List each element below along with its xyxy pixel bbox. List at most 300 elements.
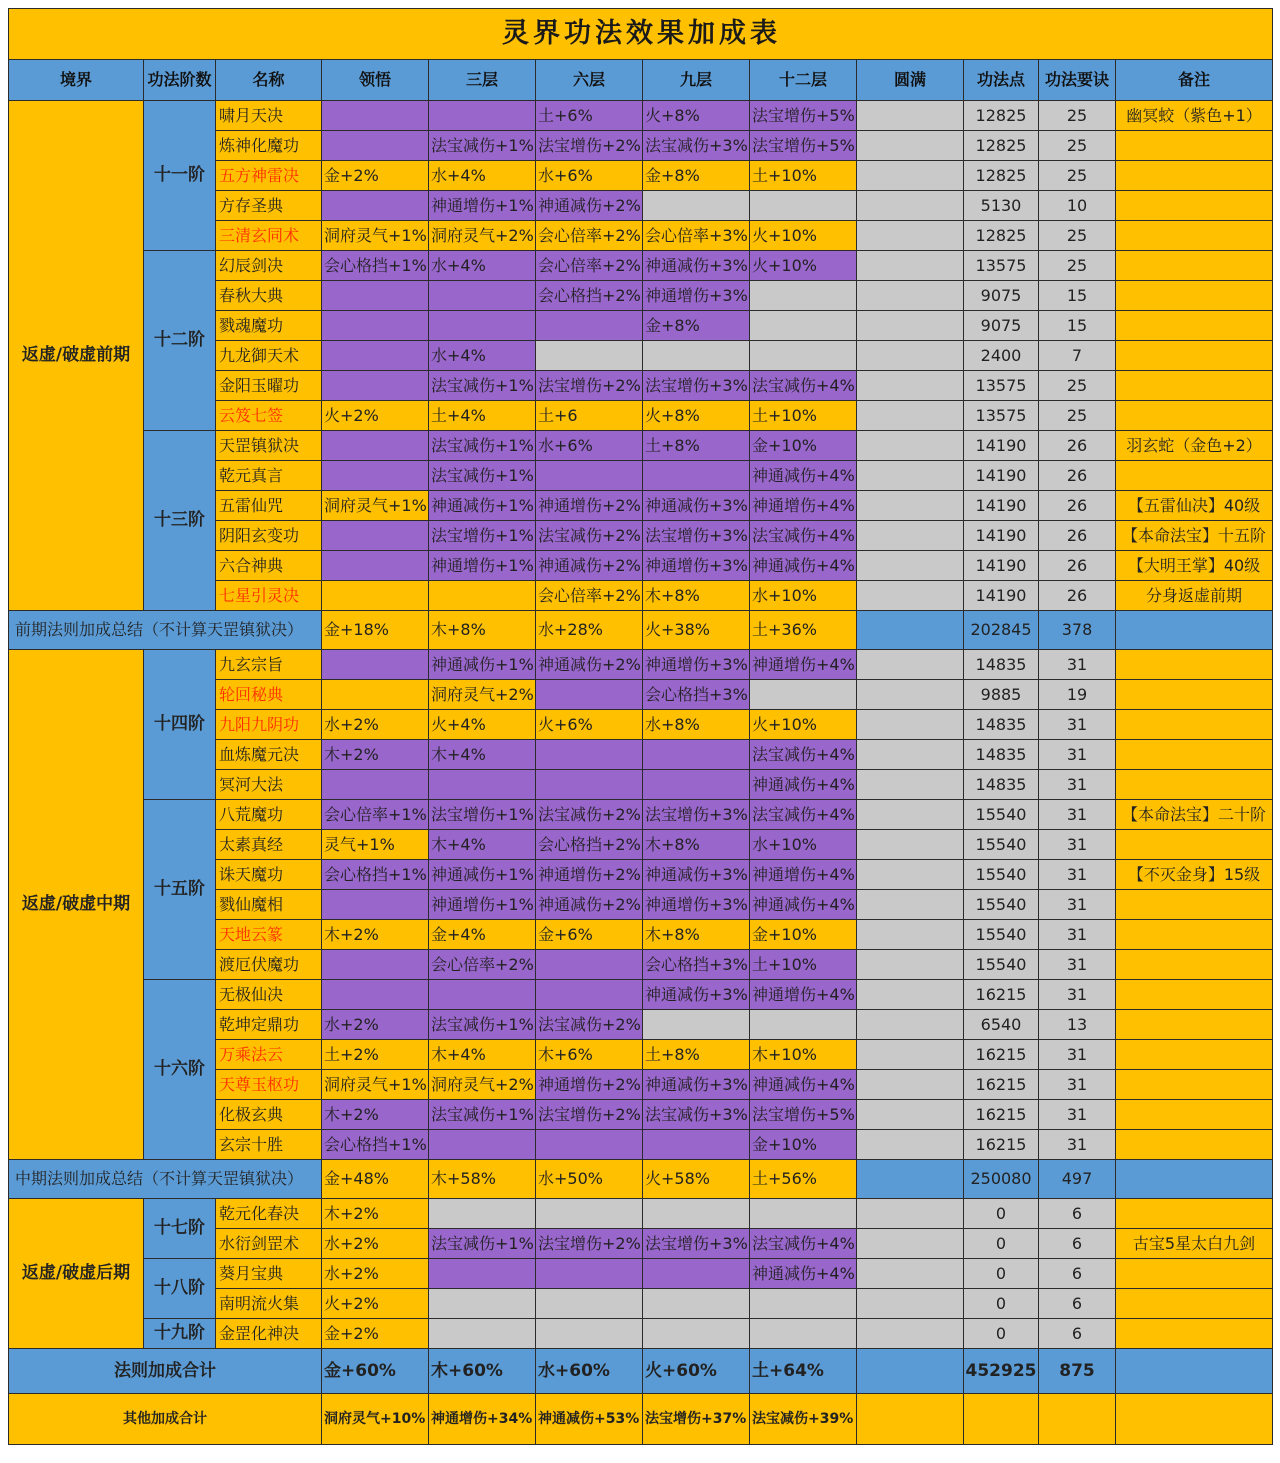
header-cell: 备注: [1116, 60, 1273, 101]
table-row: [9, 650, 1273, 680]
bonus-cell: 金+10%: [750, 431, 857, 461]
bonus-cell: [857, 890, 964, 920]
bonus-cell: 木+2%: [322, 1199, 429, 1229]
bonus-cell: 会心倍率+2%: [536, 221, 643, 251]
bonus-cell: 神通减伤+4%: [750, 890, 857, 920]
bonus-cell: 火+2%: [322, 1289, 429, 1319]
bonus-cell: 神通减伤+2%: [536, 650, 643, 680]
total-label: 法则加成合计: [9, 1349, 322, 1394]
bonus-cell: 土+6%: [536, 101, 643, 131]
technique-name: 啸月天决: [216, 101, 322, 131]
note-cell: 羽玄蛇（金色+2）: [1116, 431, 1273, 461]
note-cell: [1116, 461, 1273, 491]
keys-cell: 26: [1039, 461, 1116, 491]
bonus-cell: [322, 101, 429, 131]
keys-cell: 31: [1039, 890, 1116, 920]
bonus-cell: 水+10%: [750, 581, 857, 611]
summary-row: [9, 611, 1273, 650]
summary-value: 土+36%: [750, 611, 857, 650]
summary-label: 前期法则加成总结（不计算天罡镇狱决）: [9, 611, 322, 650]
note-cell: 【不灭金身】15级: [1116, 860, 1273, 890]
bonus-cell: [322, 131, 429, 161]
table-row: [9, 800, 1273, 830]
technique-name: 金罡化神决: [216, 1319, 322, 1349]
bonus-cell: 金+4%: [429, 920, 536, 950]
table-row: [9, 980, 1273, 1010]
summary-value: 金+18%: [322, 611, 429, 650]
technique-name: 化极玄典: [216, 1100, 322, 1130]
bonus-cell: [750, 1289, 857, 1319]
points-cell: 2400: [964, 341, 1039, 371]
bonus-cell: [857, 980, 964, 1010]
bonus-cell: [857, 830, 964, 860]
technique-name: 乾坤定鼎功: [216, 1010, 322, 1040]
header-cell: 功法阶数: [144, 60, 216, 101]
note-cell: [1116, 950, 1273, 980]
bonus-cell: [536, 770, 643, 800]
bonus-cell: [643, 1010, 750, 1040]
keys-cell: 31: [1039, 1100, 1116, 1130]
bonus-cell: 法宝增伤+3%: [643, 1229, 750, 1259]
keys-cell: 31: [1039, 950, 1116, 980]
points-cell: 13575: [964, 401, 1039, 431]
bonus-cell: 法宝增伤+1%: [429, 800, 536, 830]
bonus-cell: [322, 551, 429, 581]
keys-cell: 25: [1039, 131, 1116, 161]
bonus-cell: 神通减伤+4%: [750, 770, 857, 800]
bonus-cell: 金+10%: [750, 920, 857, 950]
bonus-cell: 土+10%: [750, 950, 857, 980]
note-cell: [1116, 890, 1273, 920]
header-cell: 圆满: [857, 60, 964, 101]
realm-cell: 返虚/破虚中期: [9, 650, 144, 1160]
bonus-cell: 会心格挡+1%: [322, 251, 429, 281]
bonus-cell: 土+2%: [322, 1040, 429, 1070]
summary-note: [1116, 1160, 1273, 1199]
bonus-cell: 神通减伤+3%: [643, 491, 750, 521]
points-cell: 14190: [964, 431, 1039, 461]
other-label: 其他加成合计: [9, 1394, 322, 1445]
bonus-cell: 神通增伤+1%: [429, 551, 536, 581]
bonus-cell: 土+10%: [750, 401, 857, 431]
keys-cell: 7: [1039, 341, 1116, 371]
bonus-cell: 火+8%: [643, 101, 750, 131]
technique-name: 天罡镇狱决: [216, 431, 322, 461]
keys-cell: 26: [1039, 521, 1116, 551]
note-cell: 【本命法宝】二十阶: [1116, 800, 1273, 830]
bonus-cell: [536, 461, 643, 491]
bonus-cell: [429, 311, 536, 341]
bonus-cell: [322, 461, 429, 491]
technique-name: 太素真经: [216, 830, 322, 860]
bonus-cell: 木+6%: [536, 1040, 643, 1070]
note-cell: [1116, 740, 1273, 770]
bonus-cell: [750, 311, 857, 341]
bonus-cell: 法宝减伤+1%: [429, 131, 536, 161]
other-empty: [1116, 1394, 1273, 1445]
technique-name: 方存圣典: [216, 191, 322, 221]
keys-cell: 31: [1039, 650, 1116, 680]
bonus-cell: 法宝减伤+2%: [536, 800, 643, 830]
bonus-cell: 神通减伤+2%: [536, 551, 643, 581]
bonus-cell: [643, 461, 750, 491]
total-note: [1116, 1349, 1273, 1394]
bonus-cell: 神通增伤+1%: [429, 191, 536, 221]
total-value: 金+60%: [322, 1349, 429, 1394]
bonus-cell: [536, 950, 643, 980]
bonus-cell: 会心格挡+3%: [643, 950, 750, 980]
page-title: 灵界功法效果加成表: [9, 9, 1273, 60]
technique-name: 八荒魔功: [216, 800, 322, 830]
bonus-cell: 会心倍率+2%: [536, 251, 643, 281]
note-cell: [1116, 770, 1273, 800]
keys-cell: 31: [1039, 710, 1116, 740]
bonus-cell: 法宝减伤+4%: [750, 740, 857, 770]
summary-value: 土+56%: [750, 1160, 857, 1199]
bonus-cell: [643, 341, 750, 371]
bonus-cell: 法宝减伤+3%: [643, 1100, 750, 1130]
summary-value: 木+58%: [429, 1160, 536, 1199]
bonus-cell: 木+4%: [429, 740, 536, 770]
summary-value: 火+58%: [643, 1160, 750, 1199]
bonus-cell: 会心倍率+2%: [429, 950, 536, 980]
bonus-cell: [857, 401, 964, 431]
header-cell: 领悟: [322, 60, 429, 101]
note-cell: [1116, 1010, 1273, 1040]
points-cell: 14190: [964, 521, 1039, 551]
bonus-cell: [750, 1010, 857, 1040]
note-cell: [1116, 710, 1273, 740]
note-cell: [1116, 371, 1273, 401]
bonus-cell: 神通增伤+3%: [643, 890, 750, 920]
note-cell: 分身返虚前期: [1116, 581, 1273, 611]
bonus-cell: 金+8%: [643, 161, 750, 191]
bonus-cell: 法宝增伤+5%: [750, 101, 857, 131]
header-cell: 九层: [643, 60, 750, 101]
note-cell: [1116, 920, 1273, 950]
technique-name: 戮仙魔相: [216, 890, 322, 920]
technique-name: 渡厄伏魔功: [216, 950, 322, 980]
points-cell: 0: [964, 1319, 1039, 1349]
bonus-cell: 水+6%: [536, 161, 643, 191]
bonus-cell: 金+8%: [643, 311, 750, 341]
technique-bonus-table: [8, 8, 1273, 1445]
total-row: [9, 1349, 1273, 1394]
realm-cell: 返虚/破虚后期: [9, 1199, 144, 1349]
bonus-cell: 神通增伤+1%: [429, 890, 536, 920]
bonus-cell: 法宝增伤+1%: [429, 521, 536, 551]
bonus-cell: [857, 1010, 964, 1040]
bonus-cell: 神通增伤+2%: [536, 860, 643, 890]
note-cell: [1116, 251, 1273, 281]
note-cell: 【大明王掌】40级: [1116, 551, 1273, 581]
summary-empty: [857, 1160, 964, 1199]
points-cell: 14190: [964, 551, 1039, 581]
bonus-cell: [857, 740, 964, 770]
bonus-cell: [857, 581, 964, 611]
points-cell: 15540: [964, 890, 1039, 920]
tier-cell: 十七阶: [144, 1199, 216, 1259]
keys-cell: 31: [1039, 1040, 1116, 1070]
points-cell: 16215: [964, 980, 1039, 1010]
bonus-cell: 水+2%: [322, 1010, 429, 1040]
keys-cell: 31: [1039, 830, 1116, 860]
keys-cell: 26: [1039, 551, 1116, 581]
bonus-cell: 水+6%: [536, 431, 643, 461]
bonus-cell: 法宝减伤+1%: [429, 431, 536, 461]
total-points: 452925: [964, 1349, 1039, 1394]
points-cell: 16215: [964, 1100, 1039, 1130]
technique-name: 云笈七签: [216, 401, 322, 431]
summary-empty: [857, 611, 964, 650]
bonus-cell: 法宝增伤+2%: [536, 1229, 643, 1259]
bonus-cell: 会心倍率+1%: [322, 800, 429, 830]
bonus-cell: 火+2%: [322, 401, 429, 431]
bonus-cell: [857, 101, 964, 131]
bonus-cell: [857, 920, 964, 950]
bonus-cell: [322, 521, 429, 551]
bonus-cell: [857, 371, 964, 401]
bonus-cell: [536, 980, 643, 1010]
summary-value: 水+50%: [536, 1160, 643, 1199]
points-cell: 12825: [964, 221, 1039, 251]
bonus-cell: 神通减伤+3%: [643, 860, 750, 890]
bonus-cell: 神通增伤+2%: [536, 1070, 643, 1100]
bonus-cell: 洞府灵气+1%: [322, 221, 429, 251]
bonus-cell: 火+10%: [750, 251, 857, 281]
points-cell: 14190: [964, 461, 1039, 491]
bonus-cell: [857, 161, 964, 191]
note-cell: [1116, 1199, 1273, 1229]
points-cell: 0: [964, 1199, 1039, 1229]
summary-row: [9, 1160, 1273, 1199]
bonus-cell: [429, 980, 536, 1010]
bonus-cell: [857, 281, 964, 311]
bonus-cell: 神通减伤+1%: [429, 860, 536, 890]
table-row: [9, 1199, 1273, 1229]
bonus-cell: 木+8%: [643, 581, 750, 611]
bonus-cell: 洞府灵气+1%: [322, 491, 429, 521]
bonus-cell: 水+2%: [322, 710, 429, 740]
bonus-cell: 会心格挡+2%: [536, 281, 643, 311]
bonus-cell: [322, 950, 429, 980]
technique-name: 血炼魔元决: [216, 740, 322, 770]
tier-cell: 十一阶: [144, 101, 216, 251]
bonus-cell: 金+2%: [322, 161, 429, 191]
keys-cell: 19: [1039, 680, 1116, 710]
bonus-cell: [857, 491, 964, 521]
keys-cell: 6: [1039, 1199, 1116, 1229]
technique-name: 天尊玉枢功: [216, 1070, 322, 1100]
bonus-cell: [643, 740, 750, 770]
bonus-cell: [857, 860, 964, 890]
keys-cell: 15: [1039, 311, 1116, 341]
header-cell: 功法要诀: [1039, 60, 1116, 101]
bonus-cell: 金+6%: [536, 920, 643, 950]
points-cell: 0: [964, 1229, 1039, 1259]
points-cell: 14835: [964, 770, 1039, 800]
bonus-cell: 法宝增伤+2%: [536, 131, 643, 161]
keys-cell: 6: [1039, 1289, 1116, 1319]
summary-value: 金+48%: [322, 1160, 429, 1199]
bonus-cell: 洞府灵气+2%: [429, 680, 536, 710]
bonus-cell: 水+10%: [750, 830, 857, 860]
points-cell: 9075: [964, 281, 1039, 311]
bonus-cell: [857, 341, 964, 371]
realm-cell: 返虚/破虚前期: [9, 101, 144, 611]
points-cell: 15540: [964, 950, 1039, 980]
note-cell: 古宝5星太白九剑: [1116, 1229, 1273, 1259]
other-value: 法宝减伤+39%: [750, 1394, 857, 1445]
header-cell: 三层: [429, 60, 536, 101]
technique-name: 戮魂魔功: [216, 311, 322, 341]
summary-points: 202845: [964, 611, 1039, 650]
bonus-cell: 神通减伤+1%: [429, 650, 536, 680]
keys-cell: 6: [1039, 1229, 1116, 1259]
points-cell: 16215: [964, 1040, 1039, 1070]
bonus-cell: 火+4%: [429, 710, 536, 740]
bonus-cell: 木+2%: [322, 740, 429, 770]
keys-cell: 31: [1039, 980, 1116, 1010]
bonus-cell: [857, 551, 964, 581]
technique-name: 春秋大典: [216, 281, 322, 311]
table-row: [9, 1259, 1273, 1289]
technique-name: 炼神化魔功: [216, 131, 322, 161]
bonus-cell: [322, 431, 429, 461]
bonus-cell: 土+6: [536, 401, 643, 431]
technique-name: 葵月宝典: [216, 1259, 322, 1289]
technique-name: 轮回秘典: [216, 680, 322, 710]
technique-name: 九阳九阴功: [216, 710, 322, 740]
total-keys: 875: [1039, 1349, 1116, 1394]
bonus-cell: [322, 980, 429, 1010]
note-cell: 幽冥蛟（紫色+1）: [1116, 101, 1273, 131]
tier-cell: 十二阶: [144, 251, 216, 431]
bonus-cell: [643, 1259, 750, 1289]
bonus-cell: 神通减伤+4%: [750, 1259, 857, 1289]
bonus-cell: 木+8%: [643, 920, 750, 950]
bonus-cell: 神通减伤+2%: [536, 890, 643, 920]
bonus-cell: 木+2%: [322, 920, 429, 950]
bonus-cell: [322, 680, 429, 710]
table-row: [9, 1319, 1273, 1349]
note-cell: [1116, 980, 1273, 1010]
note-cell: [1116, 1259, 1273, 1289]
bonus-cell: [750, 1199, 857, 1229]
bonus-cell: 法宝增伤+3%: [643, 371, 750, 401]
bonus-cell: 木+8%: [643, 830, 750, 860]
bonus-cell: [857, 221, 964, 251]
points-cell: 0: [964, 1289, 1039, 1319]
summary-note: [1116, 611, 1273, 650]
keys-cell: 31: [1039, 860, 1116, 890]
note-cell: 【五雷仙决】40级: [1116, 491, 1273, 521]
points-cell: 16215: [964, 1070, 1039, 1100]
note-cell: [1116, 1289, 1273, 1319]
summary-keys: 378: [1039, 611, 1116, 650]
note-cell: [1116, 680, 1273, 710]
bonus-cell: 法宝增伤+3%: [643, 521, 750, 551]
bonus-cell: [429, 101, 536, 131]
bonus-cell: [429, 1259, 536, 1289]
note-cell: [1116, 401, 1273, 431]
bonus-cell: 法宝增伤+5%: [750, 131, 857, 161]
bonus-cell: [857, 1199, 964, 1229]
bonus-cell: [322, 311, 429, 341]
bonus-cell: 法宝减伤+1%: [429, 1100, 536, 1130]
bonus-cell: 神通增伤+4%: [750, 980, 857, 1010]
bonus-cell: 水+4%: [429, 341, 536, 371]
note-cell: 【本命法宝】十五阶: [1116, 521, 1273, 551]
technique-name: 五雷仙咒: [216, 491, 322, 521]
bonus-cell: 法宝增伤+3%: [643, 800, 750, 830]
bonus-cell: [322, 191, 429, 221]
bonus-cell: [857, 251, 964, 281]
other-value: 法宝增伤+37%: [643, 1394, 750, 1445]
bonus-cell: [857, 1289, 964, 1319]
bonus-cell: 神通增伤+4%: [750, 650, 857, 680]
bonus-cell: 水+2%: [322, 1229, 429, 1259]
bonus-cell: 法宝减伤+2%: [536, 1010, 643, 1040]
bonus-cell: [536, 1289, 643, 1319]
bonus-cell: 法宝增伤+2%: [536, 371, 643, 401]
other-row: [9, 1394, 1273, 1445]
bonus-cell: 法宝减伤+4%: [750, 1229, 857, 1259]
summary-label: 中期法则加成总结（不计算天罡镇狱决）: [9, 1160, 322, 1199]
bonus-cell: 法宝减伤+3%: [643, 131, 750, 161]
bonus-cell: 神通减伤+4%: [750, 461, 857, 491]
technique-name: 天地云篆: [216, 920, 322, 950]
bonus-cell: 土+8%: [643, 431, 750, 461]
points-cell: 15540: [964, 860, 1039, 890]
bonus-cell: [857, 521, 964, 551]
points-cell: 12825: [964, 161, 1039, 191]
technique-name: 玄宗十胜: [216, 1130, 322, 1160]
bonus-cell: 会心格挡+1%: [322, 860, 429, 890]
tier-cell: 十九阶: [144, 1319, 216, 1349]
bonus-cell: [322, 341, 429, 371]
points-cell: 14190: [964, 581, 1039, 611]
technique-name: 乾元化春决: [216, 1199, 322, 1229]
technique-name: 六合神典: [216, 551, 322, 581]
summary-keys: 497: [1039, 1160, 1116, 1199]
bonus-cell: [857, 1040, 964, 1070]
technique-name: 乾元真言: [216, 461, 322, 491]
keys-cell: 31: [1039, 1070, 1116, 1100]
bonus-cell: 木+4%: [429, 830, 536, 860]
other-value: 洞府灵气+10%: [322, 1394, 429, 1445]
bonus-cell: 灵气+1%: [322, 830, 429, 860]
bonus-cell: [536, 680, 643, 710]
bonus-cell: 水+4%: [429, 251, 536, 281]
technique-name: 幻辰剑决: [216, 251, 322, 281]
bonus-cell: [857, 1229, 964, 1259]
summary-value: 火+38%: [643, 611, 750, 650]
bonus-cell: [536, 1199, 643, 1229]
bonus-cell: 火+10%: [750, 710, 857, 740]
other-empty: [1039, 1394, 1116, 1445]
points-cell: 12825: [964, 101, 1039, 131]
table-row: [9, 431, 1273, 461]
bonus-cell: [857, 1319, 964, 1349]
summary-value: 木+8%: [429, 611, 536, 650]
header-cell: 境界: [9, 60, 144, 101]
bonus-cell: [429, 281, 536, 311]
note-cell: [1116, 650, 1273, 680]
keys-cell: 31: [1039, 1130, 1116, 1160]
bonus-cell: [857, 1259, 964, 1289]
keys-cell: 25: [1039, 101, 1116, 131]
